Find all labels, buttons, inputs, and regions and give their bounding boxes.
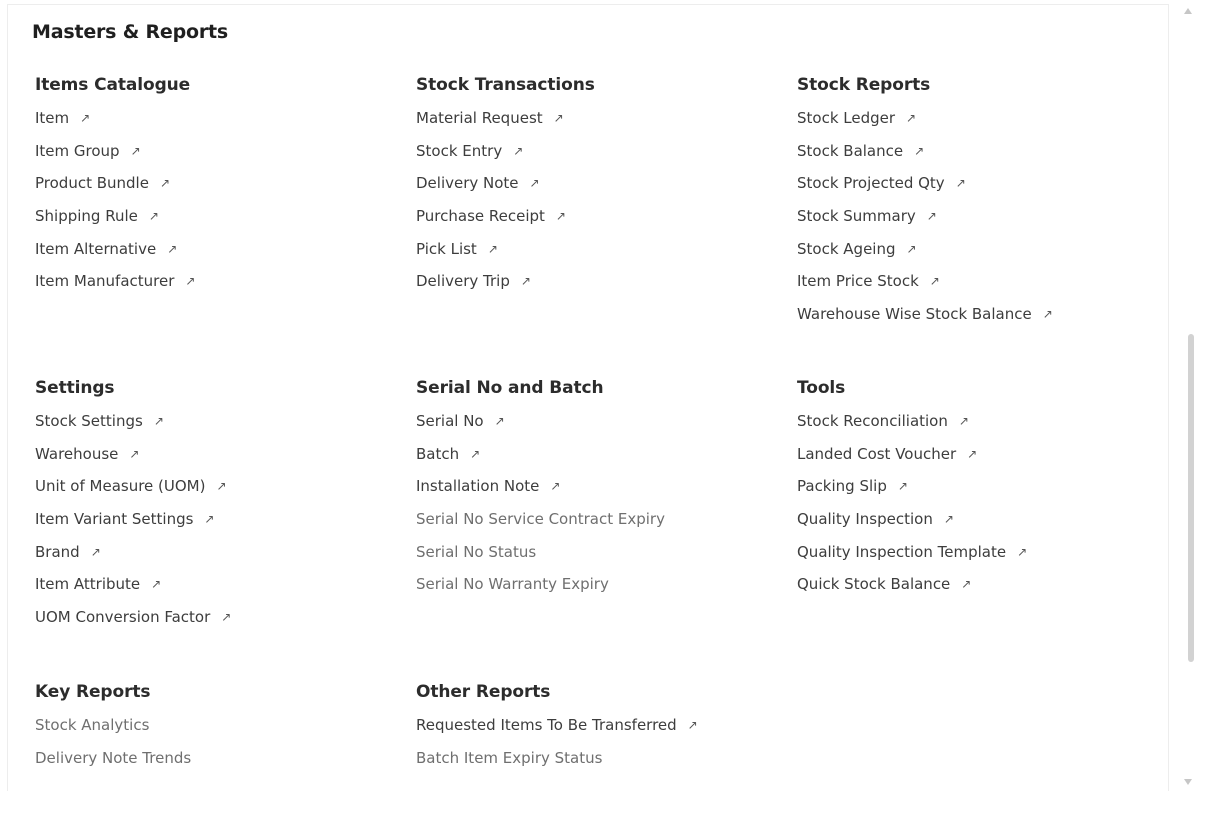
link-batch-item-expiry-status[interactable] — [416, 748, 786, 781]
link-list — [35, 108, 405, 304]
link-label: Serial No Status — [416, 542, 537, 561]
link-stock-ledger[interactable] — [797, 108, 1167, 141]
link-serial-no-warranty-expiry[interactable] — [416, 574, 786, 607]
link-item-attribute[interactable] — [35, 574, 405, 607]
link-stock-summary[interactable] — [797, 206, 1167, 239]
external-link-arrow-icon: ↗ — [216, 479, 227, 494]
link-label: Quick Stock Balance — [797, 575, 951, 594]
external-link-arrow-icon: ↗ — [958, 414, 969, 428]
link-list — [416, 108, 786, 304]
link-item-group[interactable] — [35, 141, 405, 174]
link-label: Delivery Note — [416, 174, 519, 193]
link-label: Batch — [416, 444, 460, 463]
link-label: Warehouse Wise Stock Balance — [797, 305, 1032, 324]
link-item[interactable] — [35, 108, 405, 141]
external-link-arrow-icon: ↗ — [151, 577, 162, 592]
section-title: Items Catalogue — [35, 75, 191, 95]
external-link-arrow-icon: ↗ — [553, 111, 564, 125]
link-serial-no-status[interactable] — [416, 542, 786, 575]
link-stock-balance[interactable] — [797, 141, 1167, 174]
link-label: Landed Cost Voucher — [797, 444, 957, 463]
link-unit-of-measure-uom[interactable] — [35, 476, 405, 509]
external-link-arrow-icon: ↗ — [926, 209, 937, 224]
section-key-reports — [35, 680, 405, 780]
link-stock-reconciliation[interactable] — [797, 411, 1167, 444]
section-title: Serial No and Batch — [416, 378, 604, 398]
link-item-alternative[interactable] — [35, 239, 405, 272]
link-label: Item Manufacturer — [35, 272, 175, 291]
external-link-arrow-icon: ↗ — [153, 414, 164, 428]
link-list — [797, 411, 1167, 607]
scroll-up-arrow-icon[interactable] — [1184, 8, 1192, 14]
link-label: Requested Items To Be Transferred — [416, 716, 677, 734]
link-serial-no[interactable] — [416, 411, 786, 444]
external-link-arrow-icon: ↗ — [1042, 307, 1053, 322]
external-link-arrow-icon: ↗ — [529, 176, 540, 191]
external-link-arrow-icon: ↗ — [955, 176, 966, 191]
link-material-request[interactable] — [416, 108, 786, 141]
external-link-arrow-icon: ↗ — [487, 241, 498, 256]
link-label: Pick List — [416, 239, 477, 258]
link-quick-stock-balance[interactable] — [797, 574, 1167, 607]
link-serial-no-service-contract-expiry[interactable] — [416, 509, 786, 542]
external-link-arrow-icon: ↗ — [159, 176, 171, 191]
link-label: Serial No Warranty Expiry — [416, 575, 609, 594]
link-label: Stock Settings — [35, 412, 143, 430]
link-installation-note[interactable] — [416, 476, 786, 509]
link-label: Brand — [35, 542, 80, 561]
masters-reports-panel — [7, 4, 1169, 791]
link-purchase-receipt[interactable] — [416, 206, 786, 239]
link-label: Quality Inspection Template — [797, 542, 1007, 561]
external-link-arrow-icon: ↗ — [470, 446, 481, 461]
link-product-bundle[interactable] — [35, 173, 405, 206]
link-label: Warehouse — [35, 444, 119, 463]
link-label: Purchase Receipt — [416, 207, 545, 226]
link-label: Unit of Measure (UOM) — [35, 477, 206, 496]
link-label: Serial No — [416, 412, 484, 430]
link-label: Item Attribute — [35, 575, 141, 594]
section-title: Key Reports — [35, 682, 151, 702]
link-label: Material Request — [416, 109, 543, 127]
page-title: Masters & Reports — [32, 21, 229, 43]
link-label: Stock Reconciliation — [797, 412, 948, 430]
link-label: Shipping Rule — [35, 207, 138, 226]
link-stock-projected-qty[interactable] — [797, 173, 1167, 206]
link-list — [35, 411, 405, 640]
link-shipping-rule[interactable] — [35, 206, 405, 239]
external-link-arrow-icon: ↗ — [130, 143, 141, 158]
external-link-arrow-icon: ↗ — [221, 610, 232, 625]
scroll-down-arrow-icon[interactable] — [1184, 779, 1192, 785]
external-link-arrow-icon: ↗ — [90, 544, 101, 559]
link-label: Quality Inspection — [797, 510, 933, 529]
scrollbar-thumb[interactable] — [1188, 334, 1194, 662]
external-link-arrow-icon: ↗ — [80, 111, 91, 125]
link-label: Item — [35, 109, 70, 127]
section-serial-no-and-batch — [416, 376, 786, 607]
section-title: Stock Reports — [797, 75, 931, 95]
section-items-catalogue — [35, 73, 405, 304]
external-link-arrow-icon: ↗ — [148, 209, 159, 224]
link-label: Item Alternative — [35, 239, 157, 258]
link-item-manufacturer[interactable] — [35, 271, 405, 304]
link-stock-analytics[interactable] — [35, 715, 405, 748]
external-link-arrow-icon: ↗ — [943, 512, 954, 527]
section-settings — [35, 376, 405, 640]
link-list — [797, 108, 1167, 337]
section-title: Other Reports — [416, 682, 551, 702]
link-label: Packing Slip — [797, 477, 887, 496]
link-stock-settings[interactable] — [35, 411, 405, 444]
section-title: Tools — [797, 378, 846, 398]
link-list — [416, 715, 786, 780]
external-link-arrow-icon: ↗ — [494, 414, 505, 428]
section-stock-reports — [797, 73, 1167, 337]
external-link-arrow-icon: ↗ — [520, 274, 531, 289]
external-link-arrow-icon: ↗ — [513, 143, 524, 158]
link-label: Stock Entry — [416, 141, 503, 160]
link-list — [35, 715, 405, 780]
link-batch[interactable] — [416, 444, 786, 477]
link-label: Delivery Trip — [416, 272, 510, 291]
link-packing-slip[interactable] — [797, 476, 1167, 509]
link-delivery-note[interactable] — [416, 173, 786, 206]
link-delivery-note-trends[interactable] — [35, 748, 405, 781]
link-landed-cost-voucher[interactable] — [797, 444, 1167, 477]
external-link-arrow-icon: ↗ — [967, 446, 978, 461]
link-delivery-trip[interactable] — [416, 271, 786, 304]
external-link-arrow-icon: ↗ — [929, 274, 940, 289]
link-label: Item Group — [35, 141, 120, 160]
link-label: Stock Balance — [797, 141, 904, 160]
link-warehouse[interactable] — [35, 444, 405, 477]
external-link-arrow-icon: ↗ — [897, 479, 908, 494]
link-uom-conversion-factor[interactable] — [35, 607, 405, 640]
section-other-reports — [416, 680, 786, 780]
section-title: Settings — [35, 378, 115, 398]
link-label: UOM Conversion Factor — [35, 608, 211, 627]
link-item-variant-settings[interactable] — [35, 509, 405, 542]
link-label: Product Bundle — [35, 174, 149, 193]
link-label: Stock Projected Qty — [797, 174, 945, 193]
external-link-arrow-icon: ↗ — [129, 446, 140, 461]
link-label: Stock Ledger — [797, 109, 896, 127]
link-pick-list[interactable] — [416, 239, 786, 272]
link-label: Serial No Service Contract Expiry — [416, 510, 665, 529]
external-link-arrow-icon: ↗ — [687, 718, 698, 732]
link-label: Stock Analytics — [35, 716, 150, 734]
external-link-arrow-icon: ↗ — [185, 274, 196, 289]
link-item-price-stock[interactable] — [797, 271, 1167, 304]
external-link-arrow-icon: ↗ — [1017, 544, 1028, 559]
vertical-scrollbar[interactable] — [1168, 0, 1207, 790]
link-warehouse-wise-stock-balance[interactable] — [797, 304, 1167, 337]
external-link-arrow-icon: ↗ — [555, 209, 566, 224]
external-link-arrow-icon: ↗ — [550, 479, 561, 494]
link-quality-inspection[interactable] — [797, 509, 1167, 542]
link-label: Stock Ageing — [797, 239, 896, 258]
external-link-arrow-icon: ↗ — [204, 512, 215, 527]
link-requested-items-to-be-transferred[interactable] — [416, 715, 786, 748]
link-label: Stock Summary — [797, 207, 916, 226]
link-label: Installation Note — [416, 477, 540, 496]
link-label: Item Variant Settings — [35, 510, 194, 529]
external-link-arrow-icon: ↗ — [167, 241, 178, 256]
link-stock-entry[interactable] — [416, 141, 786, 174]
section-stock-transactions — [416, 73, 786, 304]
section-tools — [797, 376, 1167, 607]
link-brand[interactable] — [35, 542, 405, 575]
external-link-arrow-icon: ↗ — [961, 577, 972, 592]
link-label: Delivery Note Trends — [35, 748, 192, 767]
external-link-arrow-icon: ↗ — [906, 111, 917, 125]
link-label: Batch Item Expiry Status — [416, 748, 603, 767]
link-quality-inspection-template[interactable] — [797, 542, 1167, 575]
section-title: Stock Transactions — [416, 75, 595, 95]
link-stock-ageing[interactable] — [797, 239, 1167, 272]
link-list — [416, 411, 786, 607]
external-link-arrow-icon: ↗ — [906, 241, 917, 256]
link-label: Item Price Stock — [797, 272, 919, 291]
external-link-arrow-icon: ↗ — [914, 143, 925, 158]
